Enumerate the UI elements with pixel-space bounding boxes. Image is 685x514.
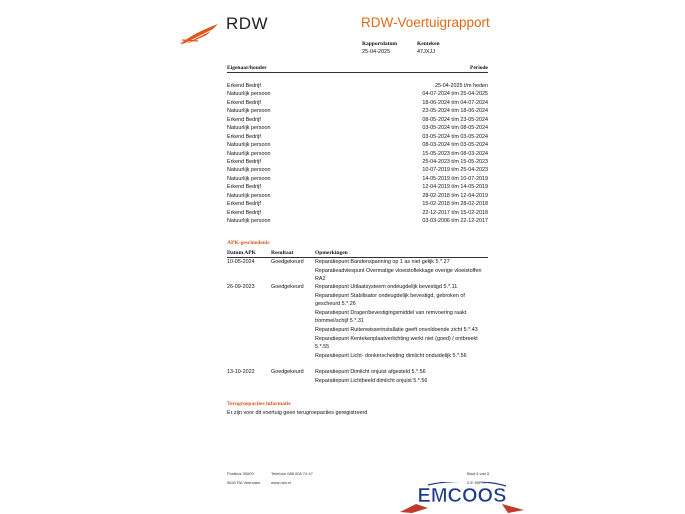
apk-date: 13-10-2022 xyxy=(227,369,255,375)
owner-type: Natuurlijk persoon xyxy=(227,218,271,224)
apk-result-header: Resultaat xyxy=(271,250,294,256)
owner-row xyxy=(227,82,488,90)
owner-period: 15-05-2023 t/m 08-03-2024 xyxy=(422,150,488,157)
report-date-value: 25-04-2025 xyxy=(362,49,391,55)
footer-doc-code: 2-E 15770 xyxy=(467,480,486,485)
owner-type: Erkend Bedrijf xyxy=(227,201,261,208)
apk-remark: Reparatiepunt Uitlaatsysteem ondeugdelijk bevestigd 5.*.11 xyxy=(315,284,458,290)
apk-remarks xyxy=(315,283,487,360)
owner-period: 28-02-2018 t/m 12-04-2019 xyxy=(422,192,488,199)
apk-remarks xyxy=(315,368,487,385)
footer-address xyxy=(227,469,260,487)
apk-date: 10-05-2024 xyxy=(227,259,255,265)
apk-result: Goedgekeurd xyxy=(271,259,304,265)
owner-type: Erkend Bedrijf xyxy=(227,133,261,140)
owner-type: Erkend Bedrijf xyxy=(227,158,261,165)
apk-remark: Reparatiepunt Dimlicht onjuist afgesteld 5.*.56 xyxy=(315,369,426,375)
footer-address-line-2: 9640 RA Veendam xyxy=(227,480,261,485)
rdw-logo-icon xyxy=(178,22,220,46)
owner-row xyxy=(227,99,488,107)
owner-type: Natuurlijk persoon xyxy=(227,175,271,182)
period-column-header: Periode xyxy=(469,65,488,71)
apk-remark: Reparatiepunt Ruitenwisserinstallatie geeft onvoldoende zicht 5.*.43 xyxy=(315,326,478,333)
apk-remark: Reparatiepunt Stabilisator ondeugdelijk bevestigd, gebroken of gescheurd 5.*.26 xyxy=(315,292,465,308)
owner-row xyxy=(227,192,488,200)
license-plate-value: 47JXJJ xyxy=(417,49,436,55)
recall-section-title: Terugroepacties informatie xyxy=(227,401,291,407)
owner-row xyxy=(227,183,488,191)
apk-result: Goedgekeurd xyxy=(271,284,304,290)
owner-type: Natuurlijk persoon xyxy=(227,91,271,98)
apk-remark: Reparatiepunt Lichtbeeld dimlicht onjuist 5.*.56 xyxy=(315,377,428,384)
owner-table-header xyxy=(227,64,488,73)
owner-period: 08-03-2024 t/m 03-05-2024 xyxy=(422,142,488,149)
owner-row xyxy=(227,90,488,98)
owner-period: 23-05-2024 t/m 18-06-2024 xyxy=(422,108,488,115)
owner-type: Natuurlijk persoon xyxy=(227,167,271,174)
owner-period: 08-05-2024 t/m 23-05-2024 xyxy=(422,116,488,123)
owner-period: 03-05-2024 t/m 08-05-2024 xyxy=(422,125,488,132)
footer-address-line-1: Postbus 30000 xyxy=(227,471,254,476)
apk-remark: Reparatiepunt Bandenspanning op 1 as niet gelijk 5.*.27 xyxy=(315,259,450,265)
footer-contact xyxy=(271,469,313,487)
owner-period: 03-05-2024 t/m 03-05-2024 xyxy=(422,133,488,140)
owner-period: 15-02-2018 t/m 28-02-2018 xyxy=(422,201,488,208)
brand-name: RDW xyxy=(226,14,269,33)
owner-period: 04-07-2024 t/m 25-04-2025 xyxy=(422,91,488,98)
apk-section-title: APK-geschiedenis xyxy=(227,240,270,246)
apk-remark: Reparatieadviespunt Overmatige vloeistoflekkage overige vloeistoffen RA2 xyxy=(315,267,482,283)
apk-table-header xyxy=(227,250,488,258)
report-date xyxy=(362,40,397,56)
owner-row xyxy=(227,175,488,183)
owner-period: 12-04-2019 t/m 14-05-2019 xyxy=(422,184,488,191)
owner-type: Erkend Bedrijf xyxy=(227,99,261,106)
emcoos-watermark-text: EMCOOS xyxy=(417,485,507,507)
owner-period: 10-07-2019 t/m 25-04-2023 xyxy=(422,167,488,174)
emcoos-watermark-logo xyxy=(398,482,526,514)
owner-row xyxy=(227,133,488,141)
owner-type: Natuurlijk persoon xyxy=(227,192,271,199)
owner-row xyxy=(227,107,488,115)
apk-result: Goedgekeurd xyxy=(271,369,304,375)
apk-remarks xyxy=(315,258,487,284)
owner-history-list xyxy=(227,82,488,225)
owner-type: Natuurlijk persoon xyxy=(227,108,271,115)
owner-type: Natuurlijk persoon xyxy=(227,125,271,132)
owner-period: 25-04-2023 t/m 15-05-2023 xyxy=(422,158,488,165)
license-plate xyxy=(417,40,440,56)
license-plate-label: Kenteken xyxy=(417,41,440,47)
owner-column-header: Eigenaar/houder xyxy=(227,65,267,71)
owner-row xyxy=(227,209,488,217)
owner-row xyxy=(227,124,488,132)
owner-type: Erkend Bedrijf xyxy=(227,209,261,216)
owner-type: Erkend Bedrijf xyxy=(227,83,261,89)
apk-date: 26-09-2023 xyxy=(227,284,255,290)
footer-phone: Telefoon 088 008 74 47 xyxy=(271,471,313,476)
owner-row xyxy=(227,116,488,124)
owner-period: 22-12-2017 t/m 15-02-2018 xyxy=(422,209,488,216)
owner-type: Erkend Bedrijf xyxy=(227,184,261,191)
owner-type: Erkend Bedrijf xyxy=(227,116,261,123)
owner-row xyxy=(227,217,488,225)
owner-type: Natuurlijk persoon xyxy=(227,142,271,149)
owner-period: 14-05-2019 t/m 10-07-2019 xyxy=(422,175,488,182)
recall-text: Er zijn voor dit voertuig geen terugroepacties geregistreerd xyxy=(227,410,368,416)
owner-period: 25-04-2025 t/m heden xyxy=(434,83,488,89)
apk-remark: Reparatiepunt Kentekenplaatverlichting werkt niet (goed) / ontbreekt 5.*.55 xyxy=(315,335,478,351)
owner-row xyxy=(227,158,488,166)
owner-period: 03-03-2006 t/m 22-12-2017 xyxy=(422,218,488,224)
apk-remark: Reparatiepunt Drager/bevestigingsmiddel van remvoering raakt trommel/schijf 5.*.31 xyxy=(315,309,467,325)
owner-row xyxy=(227,166,488,174)
apk-remarks-header: Opmerkingen xyxy=(315,250,348,256)
footer-page-number: Blad 4 van 5 xyxy=(467,471,490,476)
report-date-label: Rapportdatum xyxy=(362,41,398,47)
report-title: RDW-Voertuigrapport xyxy=(361,15,490,30)
apk-date-header: Datum APK xyxy=(227,250,256,256)
footer-web: www.rdw.nl xyxy=(271,480,292,485)
owner-row xyxy=(227,200,488,208)
owner-row xyxy=(227,141,488,149)
owner-row xyxy=(227,150,488,158)
owner-period: 18-06-2024 t/m 04-07-2024 xyxy=(422,99,488,106)
owner-type: Natuurlijk persoon xyxy=(227,150,271,157)
apk-remark: Reparatiepunt Licht- donkerscheiding dimlicht onduidelijk 5.*.56 xyxy=(315,352,467,359)
